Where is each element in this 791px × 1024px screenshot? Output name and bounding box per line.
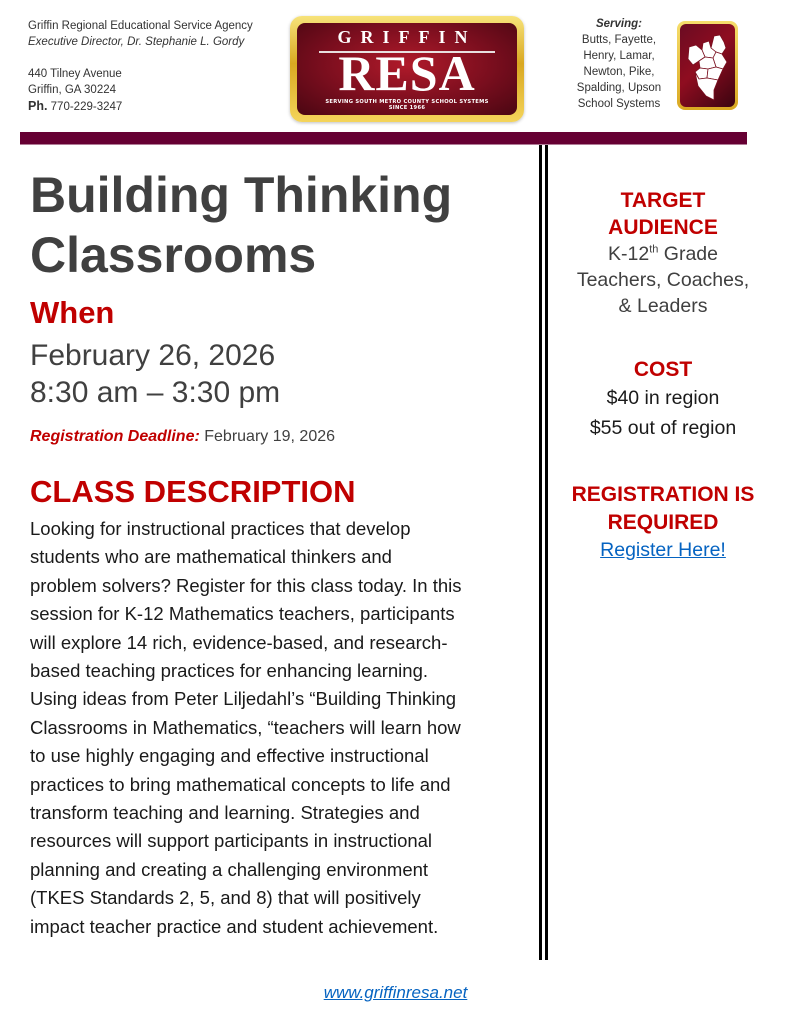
title-line-1: Building Thinking bbox=[30, 167, 453, 223]
cost-heading: COST bbox=[633, 358, 693, 381]
executive-director: Executive Director, Dr. Stephanie L. Gordy bbox=[28, 36, 245, 48]
org-info bbox=[28, 18, 253, 115]
logo-resa-text: RESA bbox=[338, 45, 476, 101]
description-line: will explore 14 rich, evidence-based, and research- bbox=[30, 631, 448, 653]
grade-superscript: th bbox=[649, 243, 659, 256]
when-heading: When bbox=[30, 295, 115, 330]
description-line: transform teaching and learning. Strategies and bbox=[30, 802, 420, 824]
register-here-link[interactable]: Register Here! bbox=[600, 539, 726, 561]
description-line: resources will support participants in instructional bbox=[30, 830, 433, 852]
phone-label: Ph. bbox=[28, 99, 48, 113]
header-divider-bar bbox=[20, 132, 747, 145]
phone-number: 770-229-3247 bbox=[50, 101, 123, 113]
audience-grade bbox=[555, 241, 771, 267]
registration-heading-1: REGISTRATION IS bbox=[571, 483, 755, 506]
county-map-shape bbox=[680, 24, 735, 107]
registration-section bbox=[555, 480, 771, 564]
county-map-icon bbox=[677, 21, 738, 110]
phone bbox=[28, 98, 253, 115]
event-date: February 26, 2026 bbox=[30, 339, 276, 372]
target-audience-section bbox=[555, 187, 771, 319]
logo-plate bbox=[297, 23, 517, 115]
serving-line: Spalding, Upson bbox=[576, 82, 662, 94]
description-line: to use highly engaging and effective instructional bbox=[30, 745, 429, 767]
description-line: (TKES Standards 2, 5, and 8) that will positively bbox=[30, 887, 421, 909]
serving-line: Newton, Pike, bbox=[583, 66, 655, 78]
griffin-resa-logo bbox=[290, 16, 524, 122]
serving-line: School Systems bbox=[577, 98, 661, 110]
logo-tagline bbox=[297, 99, 517, 111]
description-line: Classrooms in Mathematics, “teachers will learn how bbox=[30, 716, 461, 738]
deadline-date: February 19, 2026 bbox=[199, 428, 336, 445]
registration-heading-2: REQUIRED bbox=[607, 511, 719, 534]
title-line-2: Classrooms bbox=[30, 227, 317, 283]
logo-since-text: SINCE 1966 bbox=[388, 105, 426, 111]
description-line: impact teacher practice and student achievement. bbox=[30, 915, 439, 937]
logo-tagline-text: SERVING SOUTH METRO COUNTY SCHOOL SYSTEMS bbox=[325, 99, 489, 105]
audience-leaders: & Leaders bbox=[618, 295, 708, 317]
page-title bbox=[30, 165, 530, 285]
description-line: problem solvers? Register for this class today. In this bbox=[30, 574, 462, 596]
description-line: Using ideas from Peter Liljedahl’s “Building Thinking bbox=[30, 688, 457, 710]
spacer bbox=[28, 50, 253, 66]
description-line: practices to bring mathematical concepts to life and bbox=[30, 773, 451, 795]
serving-line: Butts, Fayette, bbox=[581, 34, 657, 46]
deadline-label: Registration Deadline: bbox=[30, 428, 200, 445]
grade-prefix: K-12 bbox=[607, 243, 650, 265]
description-line: students who are mathematical thinkers and bbox=[30, 546, 392, 568]
serving-list bbox=[566, 16, 672, 112]
serving-line: Henry, Lamar, bbox=[583, 50, 655, 62]
registration-deadline bbox=[30, 426, 335, 448]
cost-out-of-region: $55 out of region bbox=[589, 417, 737, 439]
event-time: 8:30 am – 3:30 pm bbox=[30, 376, 281, 409]
county-map-plate bbox=[680, 24, 735, 107]
class-description-heading: CLASS DESCRIPTION bbox=[30, 474, 356, 509]
description-line: session for K-12 Mathematics teachers, participants bbox=[30, 603, 455, 625]
description-line: based teaching practices for enhancing learning. bbox=[30, 660, 429, 682]
serving-label: Serving: bbox=[595, 18, 642, 30]
address-line-1: 440 Tilney Avenue bbox=[28, 68, 122, 80]
column-divider-line-left bbox=[539, 145, 542, 960]
description-line: planning and creating a challenging environment bbox=[30, 858, 429, 880]
cost-in-region: $40 in region bbox=[606, 387, 720, 409]
org-name: Griffin Regional Educational Service Agency bbox=[28, 20, 253, 32]
column-divider-line-right bbox=[545, 145, 548, 960]
target-audience-heading-2: AUDIENCE bbox=[608, 216, 718, 239]
grade-suffix: Grade bbox=[658, 243, 718, 265]
target-audience-heading-1: TARGET bbox=[620, 189, 706, 212]
address-line-2: Griffin, GA 30224 bbox=[28, 84, 117, 96]
class-description-body bbox=[30, 515, 520, 941]
description-line: Looking for instructional practices that develop bbox=[30, 518, 411, 539]
cost-section bbox=[555, 356, 771, 443]
website-link[interactable]: www.griffinresa.net bbox=[323, 983, 468, 1002]
footer bbox=[0, 983, 791, 1003]
logo-griffin-text: GRIFFIN bbox=[337, 27, 477, 47]
audience-roles: Teachers, Coaches, bbox=[576, 269, 750, 291]
